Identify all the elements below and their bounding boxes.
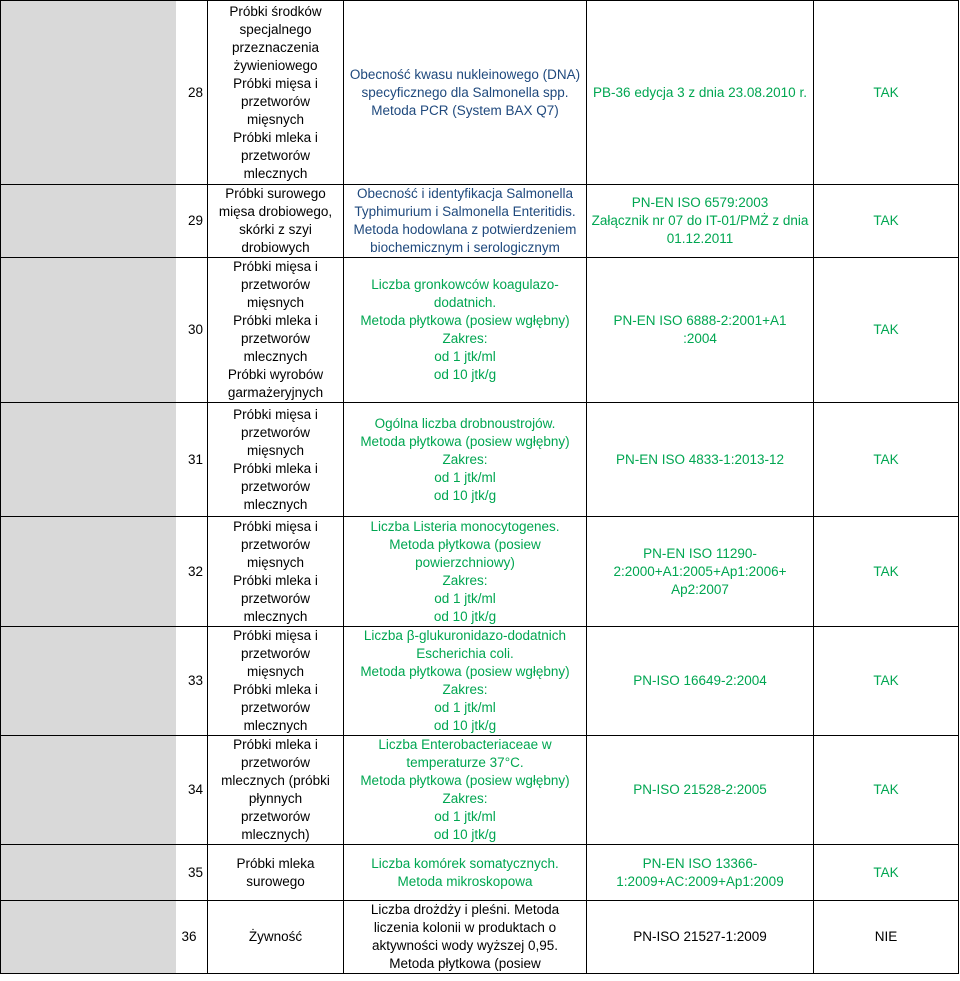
method-line: liczenia kolonii w produktach o	[373, 920, 557, 935]
method-line: Zakres:	[442, 331, 488, 346]
accreditation-status: TAK	[814, 185, 959, 258]
standard-line: PN-ISO 21527-1:2009	[633, 929, 767, 944]
method-line: Liczba Listeria monocytogenes.	[370, 518, 560, 534]
method-cell	[344, 258, 587, 403]
sample-line: Próbki mleka i	[233, 313, 318, 328]
row-number: 36	[176, 901, 208, 974]
sample-line: mlecznych	[243, 496, 308, 512]
table-row	[1, 736, 959, 845]
sample-line: Próbki mleka i	[233, 572, 318, 588]
method-cell	[344, 901, 587, 974]
sample-line: przetworów	[240, 700, 311, 715]
table-row	[1, 258, 959, 403]
method-line: od 1 jtk/ml	[434, 349, 496, 364]
row-number: 34	[176, 736, 208, 845]
standard-line: 1:2009+AC:2009+Ap1:2009	[616, 873, 784, 889]
sample-line: Próbki wyrobów	[227, 367, 324, 382]
gray-cell	[1, 258, 176, 403]
sample-line: mlecznych	[243, 349, 308, 364]
method-line: Zakres:	[442, 572, 488, 588]
sample-type-cell	[208, 627, 344, 736]
row-number: 32	[176, 517, 208, 627]
method-line: od 10 jtk/g	[433, 367, 497, 382]
method-line: Metoda płytkowa (posiew wgłębny)	[360, 313, 570, 328]
sample-line: Żywność	[248, 929, 303, 944]
method-line: Metoda PCR (System BAX Q7)	[371, 102, 559, 118]
method-line: Metoda hodowlana z potwierdzeniem	[353, 222, 577, 237]
sample-line: mięsnych	[246, 664, 305, 679]
method-cell	[344, 736, 587, 845]
sample-line: Próbki mięsa i	[233, 259, 318, 274]
sample-line: przetworów	[240, 277, 311, 292]
gray-cell	[1, 736, 176, 845]
method-line: Obecność kwasu nukleinowego (DNA)	[349, 66, 581, 82]
method-line: od 10 jtk/g	[433, 608, 497, 624]
sample-line: Próbki mleka	[236, 855, 315, 871]
sample-line: mięsnych	[246, 442, 305, 458]
sample-line: przeznaczenia	[231, 39, 320, 55]
method-line: Liczba β-glukuronidazo-dodatnich	[363, 628, 567, 643]
standard-line: PN-EN ISO 13366-	[642, 855, 758, 871]
sample-line: przetworów	[240, 590, 311, 606]
gray-cell	[1, 901, 176, 974]
method-cell	[344, 1, 587, 185]
row-number: 33	[176, 627, 208, 736]
sample-line: przetworów	[240, 536, 311, 552]
method-line: od 10 jtk/g	[433, 718, 497, 733]
accreditation-status: NIE	[814, 901, 959, 974]
sample-type-cell	[208, 517, 344, 627]
standard-line: PN-EN ISO 6579:2003	[631, 195, 769, 210]
method-line: Liczba drożdży i pleśni. Metoda	[370, 902, 560, 917]
method-line: od 1 jtk/ml	[434, 809, 496, 824]
standard-line: Załącznik nr 07 do IT-01/PMŻ z dnia	[591, 213, 809, 228]
sample-line: przetworów	[240, 93, 311, 109]
sample-line: przetworów	[240, 147, 311, 163]
sample-line: mlecznych)	[241, 827, 310, 842]
method-cell	[344, 627, 587, 736]
sample-type-cell	[208, 845, 344, 901]
accreditation-status: TAK	[814, 403, 959, 517]
method-line: Metoda mikroskopowa	[397, 873, 533, 889]
sample-line: Próbki mięsa i	[233, 75, 318, 91]
gray-cell	[1, 627, 176, 736]
method-line: specyficznego dla Salmonella spp.	[361, 84, 569, 100]
standard-line: 01.12.2011	[666, 231, 734, 246]
standard-line: PN-EN ISO 6888-2:2001+A1	[613, 313, 787, 328]
standard-line: :2004	[683, 331, 717, 346]
row-number: 29	[176, 185, 208, 258]
standard-line: 2:2000+A1:2005+Ap1:2006+	[613, 563, 787, 579]
sample-line: płynnych	[248, 791, 303, 806]
standard-line: PN-ISO 16649-2:2004	[633, 673, 767, 688]
method-line: od 1 jtk/ml	[434, 700, 496, 715]
table-row	[1, 901, 959, 974]
sample-line: przetworów	[240, 331, 311, 346]
sample-line: mięsnych	[246, 295, 305, 310]
row-number: 35	[176, 845, 208, 901]
sample-type-cell	[208, 901, 344, 974]
method-line: Metoda płytkowa (posiew	[389, 536, 541, 552]
sample-line: Próbki mięsa i	[233, 406, 318, 422]
sample-line: mlecznych	[243, 608, 308, 624]
sample-line: specjalnego	[239, 21, 312, 37]
method-line: Liczba gronkowców koagulazo-	[371, 277, 559, 292]
sample-line: garmażeryjnych	[227, 385, 324, 400]
method-line: od 1 jtk/ml	[434, 469, 496, 485]
sample-line: żywieniowego	[233, 57, 318, 73]
gray-cell	[1, 1, 176, 185]
method-line: Escherichia coli.	[416, 646, 514, 661]
gray-cell	[1, 517, 176, 627]
sample-line: skórki z szyi	[239, 222, 312, 237]
standard-line: PN-ISO 21528-2:2005	[633, 782, 767, 797]
standard-cell	[587, 258, 814, 403]
sample-line: przetworów	[240, 646, 311, 661]
standard-line: PN-EN ISO 11290-	[643, 545, 757, 561]
method-line: Metoda płytkowa (posiew wgłębny)	[360, 433, 570, 449]
sample-line: mięsa drobiowego,	[218, 204, 333, 219]
table-row	[1, 517, 959, 627]
method-line: Zakres:	[442, 682, 488, 697]
sample-line: surowego	[246, 873, 305, 889]
sample-line: Próbki mleka i	[233, 682, 318, 697]
standard-cell	[587, 185, 814, 258]
sample-line: mlecznych (próbki	[221, 773, 330, 788]
method-line: Metoda płytkowa (posiew	[389, 956, 541, 971]
method-line: biochemicznym i serologicznym	[370, 240, 560, 255]
sample-type-cell	[208, 1, 344, 185]
gray-cell	[1, 185, 176, 258]
sample-line: Próbki mleka i	[233, 737, 318, 752]
sample-line: przetworów	[240, 478, 311, 494]
standard-cell	[587, 1, 814, 185]
method-line: od 10 jtk/g	[433, 827, 497, 842]
sample-line: przetworów	[240, 755, 311, 770]
method-line: Zakres:	[442, 451, 488, 467]
standard-cell	[587, 736, 814, 845]
sample-line: Próbki mięsa i	[233, 628, 318, 643]
sample-line: przetworów	[240, 424, 311, 440]
table-row	[1, 627, 959, 736]
accreditation-status: TAK	[814, 258, 959, 403]
standard-cell	[587, 901, 814, 974]
accreditation-status: TAK	[814, 845, 959, 901]
sample-type-cell	[208, 185, 344, 258]
standard-cell	[587, 403, 814, 517]
sample-line: Próbki mleka i	[233, 460, 318, 476]
method-line: Metoda płytkowa (posiew wgłębny)	[360, 664, 570, 679]
accreditation-status: TAK	[814, 1, 959, 185]
method-line: aktywności wody wyższej 0,95.	[371, 938, 559, 953]
sample-line: Próbki środków	[229, 3, 322, 19]
sample-line: przetworów	[240, 809, 311, 824]
method-line: Obecność i identyfikacja Salmonella	[356, 186, 574, 201]
table-row	[1, 403, 959, 517]
method-line: powierzchniowy)	[415, 554, 515, 570]
standard-line: PN-EN ISO 4833-1:2013-12	[615, 451, 785, 467]
sample-line: mięsnych	[246, 111, 305, 127]
method-line: temperaturze 37°C.	[406, 755, 524, 770]
sample-line: mięsnych	[246, 554, 305, 570]
standard-line: PB-36 edycja 3 z dnia 23.08.2010 r.	[593, 84, 807, 100]
standard-cell	[587, 845, 814, 901]
row-number: 28	[176, 1, 208, 185]
row-number: 31	[176, 403, 208, 517]
row-number: 30	[176, 258, 208, 403]
gray-cell	[1, 845, 176, 901]
standard-line: Ap2:2007	[671, 581, 729, 597]
sample-type-cell	[208, 258, 344, 403]
method-cell	[344, 185, 587, 258]
table-row	[1, 1, 959, 185]
method-cell	[344, 845, 587, 901]
accreditation-status: TAK	[814, 736, 959, 845]
table-row	[1, 845, 959, 901]
method-line: Ogólna liczba drobnoustrojów.	[374, 415, 556, 431]
accreditation-status: TAK	[814, 517, 959, 627]
method-line: Liczba Enterobacteriaceae w	[378, 737, 552, 752]
table-row	[1, 185, 959, 258]
method-line: Liczba komórek somatycznych.	[371, 855, 559, 871]
standard-cell	[587, 517, 814, 627]
standard-cell	[587, 627, 814, 736]
sample-line: Próbki mleka i	[233, 129, 318, 145]
method-line: dodatnich.	[433, 295, 497, 310]
sample-line: mlecznych	[243, 165, 308, 181]
sample-line: Próbki surowego	[225, 186, 326, 201]
sample-line: drobiowych	[241, 240, 310, 255]
accreditation-status: TAK	[814, 627, 959, 736]
method-line: Metoda płytkowa (posiew wgłębny)	[360, 773, 570, 788]
method-line: od 10 jtk/g	[433, 487, 497, 503]
method-line: od 1 jtk/ml	[434, 590, 496, 606]
method-cell	[344, 517, 587, 627]
method-line: Zakres:	[442, 791, 488, 806]
gray-cell	[1, 403, 176, 517]
sample-type-cell	[208, 736, 344, 845]
sample-line: mlecznych	[243, 718, 308, 733]
method-line: Typhimurium i Salmonella Enteritidis.	[354, 204, 576, 219]
sample-type-cell	[208, 403, 344, 517]
method-cell	[344, 403, 587, 517]
sample-line: Próbki mięsa i	[233, 518, 318, 534]
